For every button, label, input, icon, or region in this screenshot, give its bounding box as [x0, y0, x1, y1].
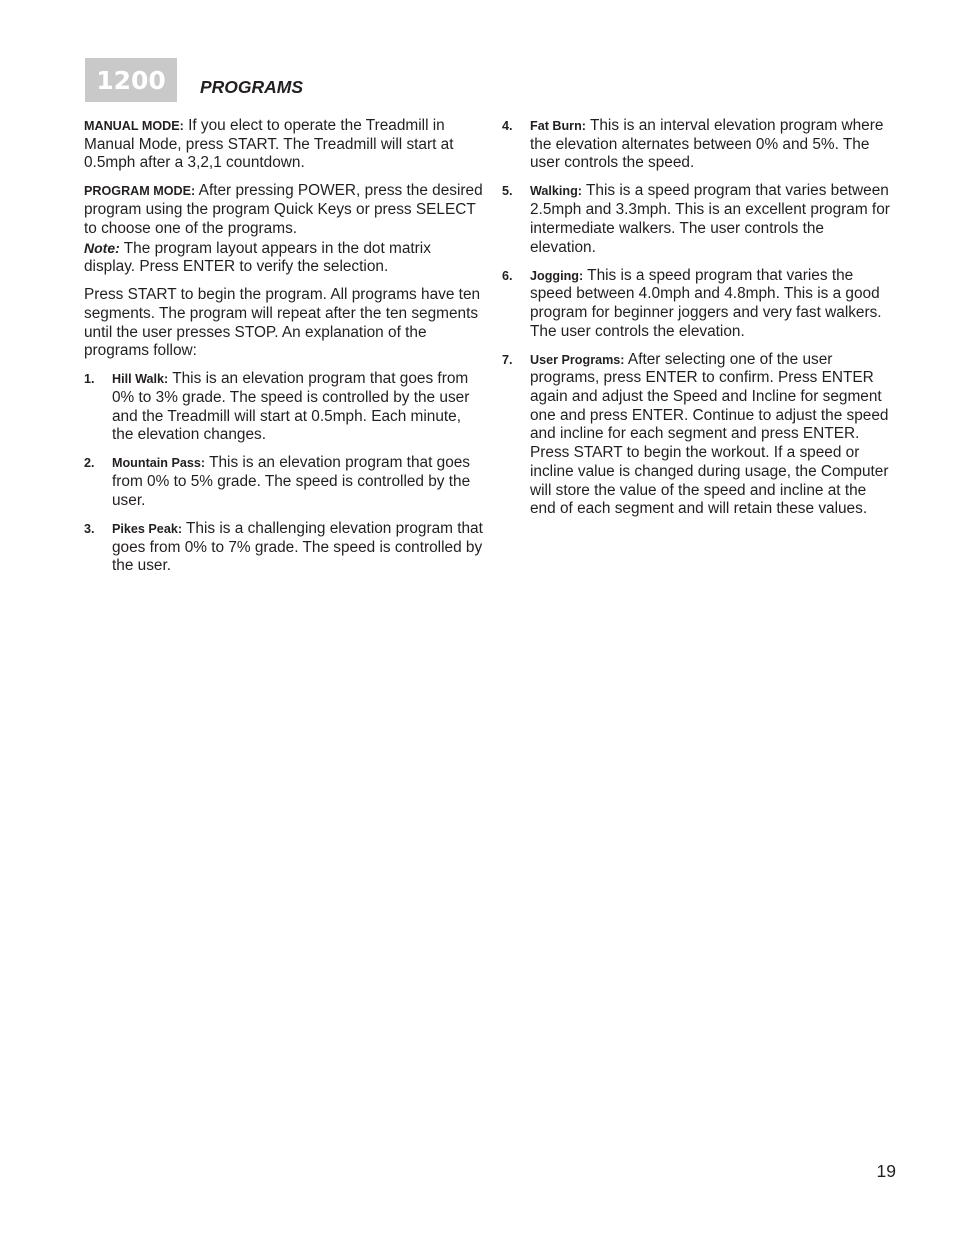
- program-item-walking: [502, 182, 894, 257]
- program-item-fat-burn: [502, 117, 894, 173]
- page-number: 19: [876, 1161, 896, 1181]
- program-label: Walking:: [530, 184, 583, 199]
- program-number: 6.: [502, 268, 513, 283]
- program-text: After selecting one of the user programs, press ENTER to confirm. Press ENTER again and adjust the Speed and Incline for segment one and press ENTER. Continue to adjust the speed and incline for each segment and press ENTER. Press START to begin the workout. If a speed or incline value is changed during usage, the Computer will store the value of the speed and incline at the end of each segment and will retain these values.: [530, 350, 889, 518]
- program-label: Jogging:: [530, 268, 584, 283]
- program-label: Mountain Pass:: [112, 456, 206, 471]
- program-text: This is a speed program that varies the speed between 4.0mph and 4.8mph. This is a good program for beginner joggers and very fast walkers. The user controls the elevation.: [530, 266, 882, 340]
- right-column: [502, 117, 894, 528]
- program-label: User Programs:: [530, 352, 625, 367]
- note-text: The program layout appears in the dot matrix display. Press ENTER to verify the selection.: [84, 239, 431, 276]
- program-number: 3.: [84, 521, 95, 536]
- program-mode-paragraph: [84, 182, 484, 277]
- program-label: Pikes Peak:: [112, 521, 183, 536]
- program-mode-label: PROGRAM MODE:: [84, 184, 196, 199]
- program-item-mountain-pass: [84, 454, 484, 510]
- program-item-jogging: [502, 267, 894, 342]
- manual-mode-text: If you elect to operate the Treadmill in Manual Mode, press START. The Treadmill will start at 0.5mph after a 3,2,1 countdown.: [84, 117, 454, 172]
- section-title: PROGRAMS: [200, 77, 304, 97]
- manual-mode-label: MANUAL MODE:: [84, 119, 184, 133]
- program-number: 1.: [84, 372, 95, 387]
- left-column: [84, 117, 484, 585]
- program-number: 7.: [502, 352, 513, 367]
- note-label: Note:: [84, 239, 120, 256]
- program-item-hill-walk: [84, 370, 484, 445]
- program-number: 4.: [502, 119, 513, 133]
- model-badge: 1200: [85, 58, 177, 102]
- program-text: This is a speed program that varies between 2.5mph and 3.3mph. This is an excellent program for intermediate walkers. The user controls the elevation.: [530, 182, 890, 256]
- program-text: This is an elevation program that goes from 0% to 3% grade. The speed is controlled by the user and the Treadmill will start at 0.5mph. Each minute, the elevation changes.: [112, 370, 470, 444]
- program-item-user-programs: [502, 351, 894, 519]
- program-text: This is an interval elevation program where the elevation alternates between 0% and 5%. The user controls the speed.: [530, 117, 884, 172]
- program-text: This is an elevation program that goes from 0% to 5% grade. The speed is controlled by the user.: [112, 454, 471, 509]
- program-label: Hill Walk:: [112, 372, 169, 387]
- program-mode-text: After pressing POWER, press the desired program using the program Quick Keys or press SELECT to choose one of the programs.: [84, 182, 483, 237]
- program-label: Fat Burn:: [530, 119, 586, 133]
- program-item-pikes-peak: [84, 520, 484, 576]
- press-start-paragraph: Press START to begin the program. All programs have ten segments. The program will repeat after the ten segments until the user presses STOP. An explanation of the programs follow:: [84, 286, 481, 360]
- manual-mode-paragraph: [84, 117, 484, 173]
- program-number: 5.: [502, 184, 513, 199]
- program-number: 2.: [84, 456, 95, 471]
- program-text: This is a challenging elevation program that goes from 0% to 7% grade. The speed is controlled by the user.: [112, 519, 483, 575]
